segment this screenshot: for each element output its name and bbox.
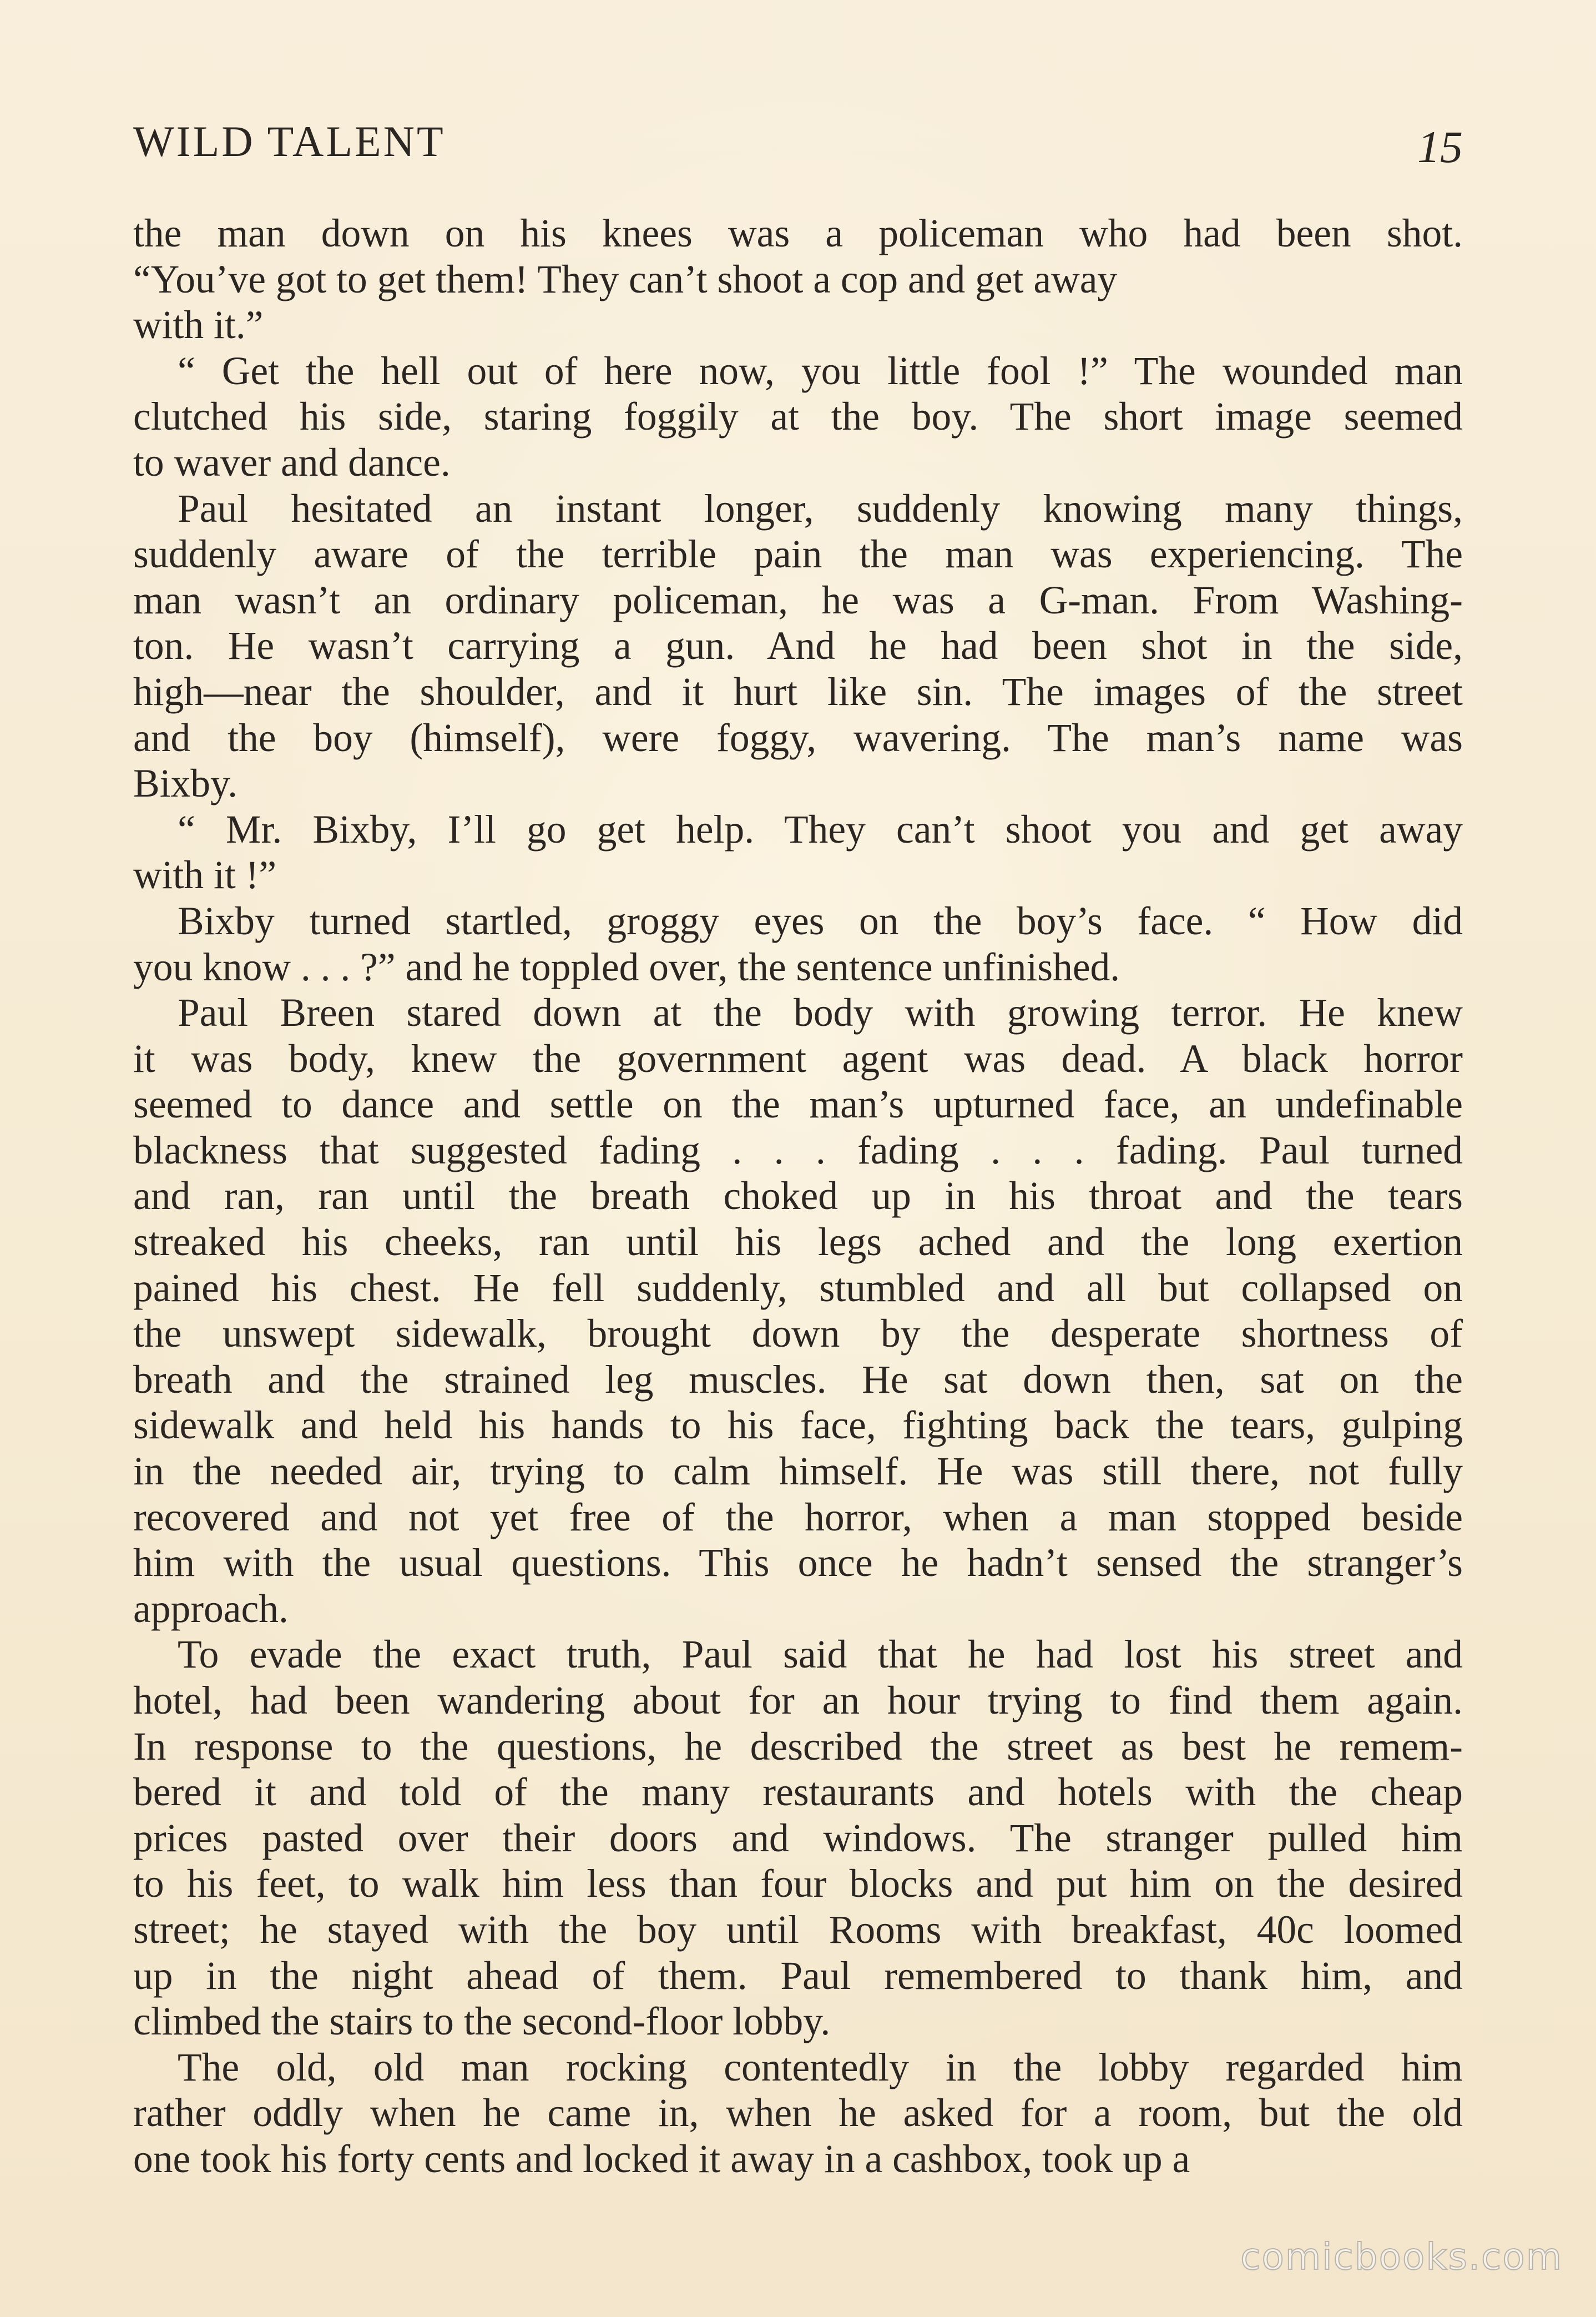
text-line: with it !” [133, 853, 277, 898]
text-line: To evade the exact truth, Paul said that he had lost his street and [178, 1633, 1463, 1677]
body-text [133, 211, 1463, 2183]
text-line: pained his chest. He fell suddenly, stumbled and all but collapsed on [133, 1266, 1463, 1310]
text-line: Paul Breen stared down at the body with growing terror. He knew [178, 991, 1463, 1035]
text-line: seemed to dance and settle on the man’s upturned face, an undefinable [133, 1082, 1463, 1127]
text-line: blackness that suggested fading . . . fading . . . fading. Paul turned [133, 1128, 1463, 1172]
text-line: with it.” [133, 303, 264, 347]
text-line: “ Get the hell out of here now, you little fool !” The wounded man [178, 349, 1463, 393]
text-line: high—near the shoulder, and it hurt like sin. The images of the street [133, 669, 1463, 714]
text-line: clutched his side, staring foggily at the boy. The short image seemed [133, 395, 1463, 439]
paragraph [133, 899, 1463, 990]
text-line: recovered and not yet free of the horror, when a man stopped beside [133, 1495, 1463, 1539]
paragraph [133, 211, 1463, 349]
paragraph [133, 1632, 1463, 2044]
paragraph [133, 807, 1463, 899]
text-line: climbed the stairs to the second-floor lobby. [133, 1999, 831, 2044]
paragraph [133, 486, 1463, 807]
text-line: ton. He wasn’t carrying a gun. And he had been shot in the side, [133, 624, 1463, 668]
text-line: approach. [133, 1586, 289, 1631]
text-line: man wasn’t an ordinary policeman, he was a G-man. From Washing- [133, 578, 1463, 622]
text-line: the unswept sidewalk, brought down by the desperate shortness of [133, 1312, 1463, 1356]
watermark: comicbooks.com [1240, 2235, 1563, 2278]
text-line: street; he stayed with the boy until Rooms with breakfast, 40c loomed [133, 1907, 1463, 1952]
text-line: The old, old man rocking contentedly in the lobby regarded him [178, 2045, 1463, 2089]
text-line: suddenly aware of the terrible pain the man was experiencing. The [133, 532, 1463, 577]
text-line: “ Mr. Bixby, I’ll go get help. They can’t shoot you and get away [178, 807, 1463, 852]
running-head: WILD TALENT [133, 117, 446, 165]
text-line: Bixby turned startled, groggy eyes on the boy’s face. “ How did [178, 899, 1463, 943]
text-line: him with the usual questions. This once he hadn’t sensed the stranger’s [133, 1541, 1463, 1585]
text-line: it was body, knew the government agent was dead. A black horror [133, 1036, 1463, 1081]
page-number: 15 [1417, 122, 1463, 172]
text-line: rather oddly when he came in, when he asked for a room, but the old [133, 2091, 1463, 2135]
text-line: to his feet, to walk him less than four blocks and put him on the desired [133, 1862, 1463, 1906]
text-line: sidewalk and held his hands to his face, fighting back the tears, gulping [133, 1403, 1463, 1448]
text-line: the man down on his knees was a policeman who had been shot. [133, 211, 1463, 255]
paragraph [133, 2045, 1463, 2183]
text-line: bered it and told of the many restaurants and hotels with the cheap [133, 1770, 1463, 1815]
text-line: up in the night ahead of them. Paul remembered to thank him, and [133, 1953, 1463, 1998]
text-line: “You’ve got to get them! They can’t shoot a cop and get away [133, 257, 1118, 301]
text-line: to waver and dance. [133, 440, 451, 485]
text-line: breath and the strained leg muscles. He sat down then, sat on the [133, 1357, 1463, 1402]
text-line: streaked his cheeks, ran until his legs ached and the long exertion [133, 1220, 1463, 1265]
paragraph [133, 349, 1463, 486]
page-header [133, 117, 1463, 178]
text-line: and ran, ran until the breath choked up in his throat and the tears [133, 1174, 1463, 1218]
text-line: Paul hesitated an instant longer, suddenly knowing many things, [178, 486, 1463, 531]
text-line: one took his forty cents and locked it away in a cashbox, took up a [133, 2137, 1190, 2181]
paragraph [133, 990, 1463, 1632]
text-line: you know . . . ?” and he toppled over, the sentence unfinished. [133, 945, 1120, 989]
text-line: In response to the questions, he described the street as best he remem- [133, 1724, 1463, 1769]
text-line: hotel, had been wandering about for an hour trying to find them again. [133, 1679, 1463, 1722]
text-line: in the needed air, trying to calm himself. He was still there, not fully [133, 1449, 1463, 1494]
text-line: prices pasted over their doors and windows. The stranger pulled him [133, 1816, 1463, 1860]
text-line: and the boy (himself), were foggy, wavering. The man’s name was [133, 716, 1463, 760]
text-line: Bixby. [133, 762, 238, 806]
